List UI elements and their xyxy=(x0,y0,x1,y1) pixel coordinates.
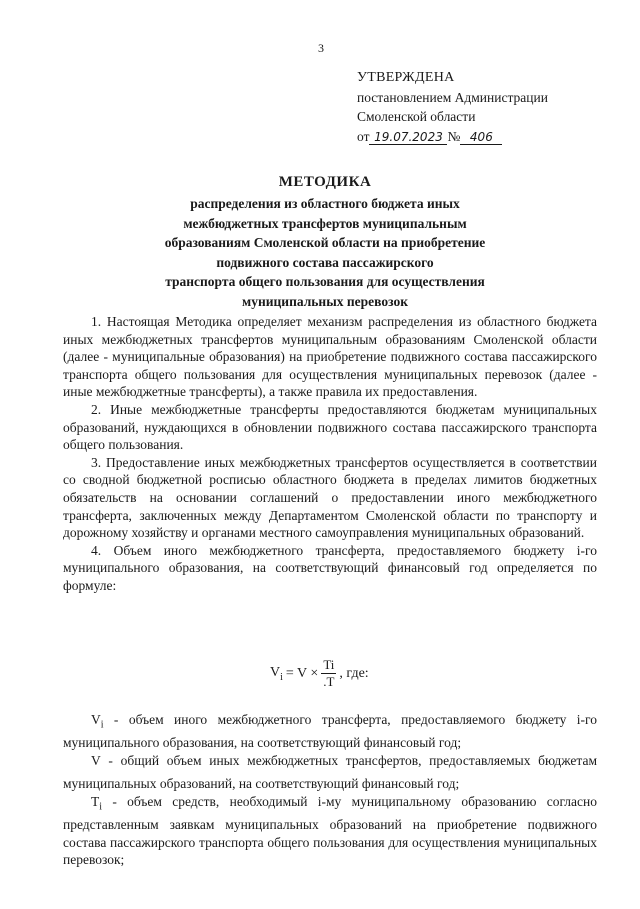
page-number: 3 xyxy=(318,41,324,55)
subtitle-line: транспорта общего пользования для осуществления xyxy=(165,274,485,290)
paragraph-3: 3. Предоставление иных межбюджетных трансфертов осуществляется в соответствии со сводной бюджетной росписью областного бюджета в пределах лимитов бюджетных обязательств на основании соглашений о предоставлении иного межбюджетного трансферта, заключенных между Департаментом Смоленской области по транспорту и дорожному хозяйству и органами местного самоуправления муниципальных образований. xyxy=(63,454,597,541)
formula-numerator: Ti xyxy=(323,657,335,672)
number-prefix: № xyxy=(447,128,461,144)
approval-date: 19.07.2023 xyxy=(369,130,447,145)
approval-block xyxy=(357,68,548,146)
definition-item: $T_i$ - объем средств, необходимый i-му муниципальному образованию согласно представленным заявкам муниципальных образований на приобретение подвижного состава пассажирского транспорта общего пользования для осуществления муниципальных перевозок; xyxy=(63,793,597,868)
document-title: МЕТОДИКА xyxy=(278,174,372,190)
subtitle-line: образованиям Смоленской области на приобретение xyxy=(164,235,486,251)
formula-lhs: $V_i$ xyxy=(270,664,283,683)
paragraph-1: 1. Настоящая Методика определяет механизм распределения из областного бюджета иных межбюджетных трансфертов муниципальным образованиям Смоленской области (далее - муниципальные образования) на приобретение подвижного состава пассажирского транспорта общего пользования для осуществления муниципальных перевозок (далее - иные межбюджетные трансферты), а также правила их предоставления. xyxy=(63,314,597,400)
formula-fraction xyxy=(321,657,336,690)
date-prefix: от xyxy=(357,128,370,144)
definitions xyxy=(63,711,597,869)
paragraph-2: 2. Иные межбюджетные трансферты предоставляются бюджетам муниципальных образований, нуждающихся в обновлении подвижного состава пассажирского транспорта общего пользования. xyxy=(63,401,597,453)
approval-date-line xyxy=(357,127,548,147)
formula xyxy=(270,657,369,690)
subtitle-line: распределения из областного бюджета иных xyxy=(190,196,460,211)
approval-number: 406 xyxy=(460,130,502,145)
approval-line-2: Смоленской области xyxy=(357,109,476,124)
formula-denominator: .T xyxy=(323,674,335,689)
approval-stamp: УТВЕРЖДЕНА xyxy=(357,70,455,85)
title-block xyxy=(110,174,540,312)
document-subtitle xyxy=(110,194,540,312)
approval-line-1: постановлением Администрации xyxy=(357,89,548,105)
subtitle-line: межбюджетных трансфертов муниципальным xyxy=(183,215,467,231)
definition-item: V - общий объем иных межбюджетных трансфертов, предоставляемых бюджетам муниципальных образований, на соответствующий финансовый год; xyxy=(63,752,597,792)
formula-equals: = V × xyxy=(285,665,319,681)
formula-suffix: , где: xyxy=(339,665,369,681)
paragraph-4: 4. Объем иного межбюджетного трансферта, предоставляемого бюджету i-го муниципального образования, на соответствующий финансовый год определяется по формуле: xyxy=(63,542,597,593)
subtitle-line: подвижного состава пассажирского xyxy=(216,254,434,270)
body-text xyxy=(63,313,597,595)
subtitle-line: муниципальных перевозок xyxy=(242,293,408,309)
definition-item: $V_i$ - объем иного межбюджетного трансферта, предоставляемого бюджету i-го муниципального образования, на соответствующий финансовый год; xyxy=(63,712,597,751)
